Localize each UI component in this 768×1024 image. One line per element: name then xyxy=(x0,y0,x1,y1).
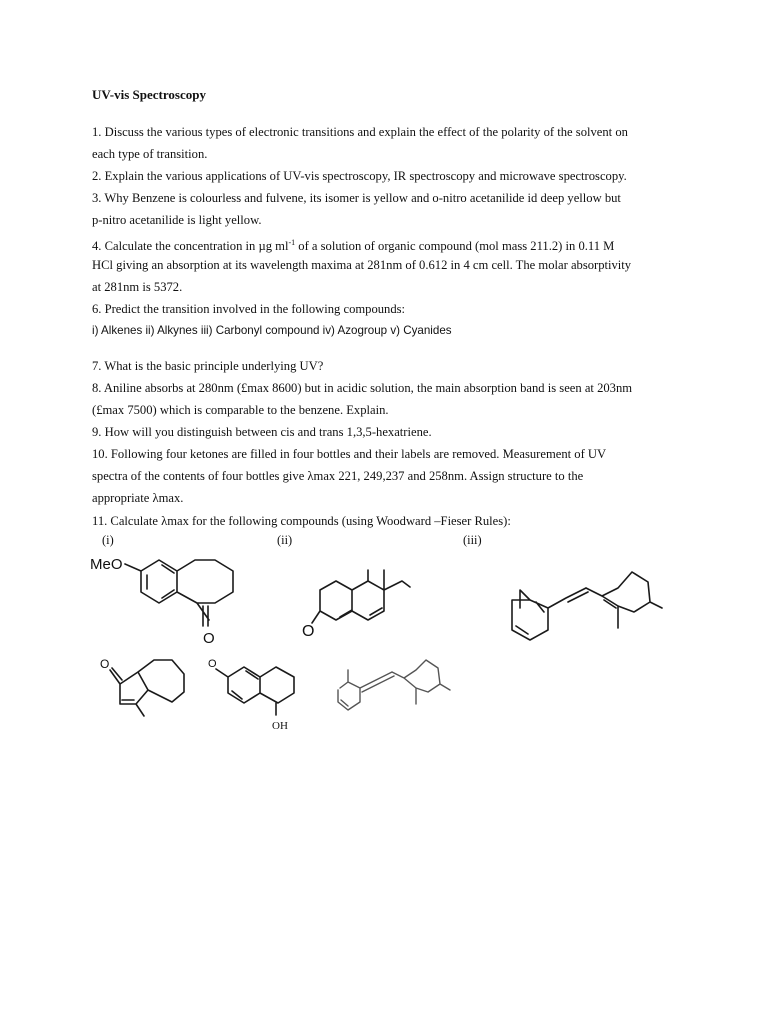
dienone-oxygen-label-2: O xyxy=(208,658,217,670)
structure-triene-gray xyxy=(330,660,455,720)
question-8-line-1: 8. Aniline absorbs at 280nm (£max 8600) but in acidic solution, the main absorption band is seen at 203nm xyxy=(92,381,633,395)
compound-label-iii: (iii) xyxy=(463,533,482,547)
question-4-line-1-end: of a solution of organic compound (mol mass 211.2) in 0.11 M xyxy=(295,239,615,253)
structure-methoxy-tetralone xyxy=(85,548,255,648)
question-4-line-2: HCl giving an absorption at its wavelength maxima at 281nm of 0.612 in 4 cm cell. The molar absorptivity xyxy=(92,258,632,272)
dienone-oxygen-label: O xyxy=(302,623,315,640)
question-3-line-1: 3. Why Benzene is colourless and fulvene, its isomer is yellow and o-nitro acetanilide id deep yellow but xyxy=(92,191,621,205)
ketone-oxygen-label: O xyxy=(203,630,215,647)
question-11: 11. Calculate λmax for the following compounds (using Woodward –Fieser Rules): xyxy=(92,514,511,528)
hydroxyl-label: OH xyxy=(272,720,288,732)
question-1-line-1: 1. Discuss the various types of electronic transitions and explain the effect of the polarity of the solvent on xyxy=(92,125,628,139)
structure-triene xyxy=(500,560,665,655)
compound-label-i: (i) xyxy=(102,533,114,547)
methoxy-label: MeO xyxy=(90,556,123,573)
structure-cycloheptane-enone xyxy=(98,650,194,730)
structure-hydroxy-dienone xyxy=(200,653,305,735)
question-8-line-2: (£max 7500) which is comparable to the benzene. Explain. xyxy=(92,403,389,417)
question-4-line-1-start: 4. Calculate the concentration in µg ml xyxy=(92,239,289,253)
question-9: 9. How will you distinguish between cis and trans 1,3,5-hexatriene. xyxy=(92,425,432,439)
question-10-line-3: appropriate λmax. xyxy=(92,491,184,505)
question-10-line-2: spectra of the contents of four bottles give λmax 221, 249,237 and 258nm. Assign structure to the xyxy=(92,469,584,483)
question-7: 7. What is the basic principle underlying UV? xyxy=(92,359,324,373)
question-10-line-1: 10. Following four ketones are filled in four bottles and their labels are removed. Measurement of UV xyxy=(92,447,607,461)
enone-oxygen-label: O xyxy=(100,657,110,671)
compound-label-ii: (ii) xyxy=(277,533,293,547)
question-2: 2. Explain the various applications of UV-vis spectroscopy, IR spectroscopy and microwave spectroscopy. xyxy=(92,169,627,183)
structure-bicyclic-dienone xyxy=(298,555,438,645)
question-4-line-3: at 281nm is 5372. xyxy=(92,280,183,294)
question-3-line-2: p-nitro acetanilide is light yellow. xyxy=(92,213,262,227)
question-6-line-2: i) Alkenes ii) Alkynes iii) Carbonyl compound iv) Azogroup v) Cyanides xyxy=(92,324,452,337)
question-4-superscript: -1 xyxy=(288,238,296,247)
question-1-line-2: each type of transition. xyxy=(92,147,208,161)
question-6-line-1: 6. Predict the transition involved in the following compounds: xyxy=(92,302,406,316)
page-title: UV-vis Spectroscopy xyxy=(92,87,206,102)
